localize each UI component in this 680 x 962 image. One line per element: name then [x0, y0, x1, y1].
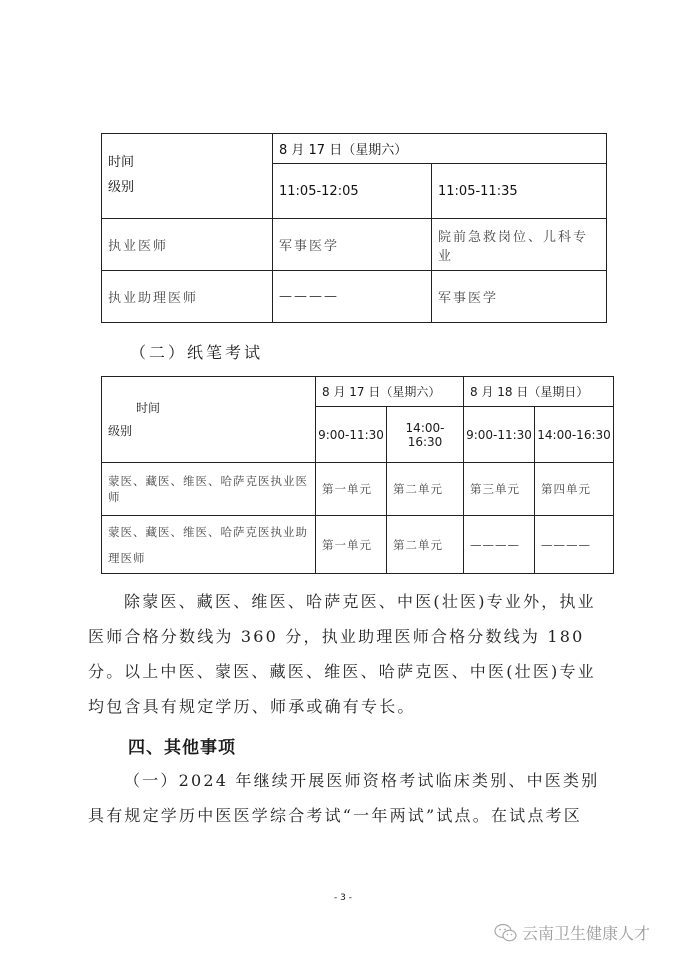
- table-row: [102, 271, 607, 323]
- subject-cell: 军事医学: [432, 271, 607, 323]
- paragraph-pilot-program: （一）2024 年继续开展医师资格考试临床类别、中医类别具有规定学历中医医学综合考试“一年两试”试点。在试点考区: [88, 771, 600, 825]
- unit-cell: ————: [535, 516, 614, 574]
- time-header: 14:00-16:30: [535, 407, 614, 463]
- wechat-watermark: [494, 921, 650, 944]
- watermark-text: 云南卫生健康人才: [522, 924, 651, 943]
- time-header: 11:05-11:35: [432, 164, 607, 219]
- subject-cell: 院前急救岗位、儿科专业: [432, 219, 607, 271]
- subject-cell: 军事医学: [273, 219, 432, 271]
- date-header: 8 月 17 日（星期六）: [316, 377, 464, 407]
- paragraph-passing-scores: 除蒙医、藏医、维医、哈萨克医、中医(壮医)专业外，执业医师合格分数线为 360 分，执业助理医师合格分数线为 180 分。: [88, 592, 596, 681]
- date-header: 8 月 17 日（星期六）: [273, 134, 607, 164]
- table-row: [102, 463, 614, 516]
- table-row: [102, 219, 607, 271]
- table-row: [102, 516, 614, 574]
- corner-time-label: 时间: [108, 155, 135, 171]
- paragraph-specialty-note: 以上中医、蒙医、藏医、维医、哈萨克医、中医(壮医)专业均包含具有规定学历、师承或确有专长。: [88, 662, 596, 716]
- unit-cell: 第四单元: [535, 463, 614, 516]
- level-cell: 执业助理医师: [102, 271, 273, 323]
- section-title-written-exam: （二）纸笔考试: [130, 343, 264, 362]
- corner-level-label: 级别: [108, 180, 135, 195]
- practical-exam-schedule-table: [101, 133, 607, 323]
- level-cell: 执业医师: [102, 219, 273, 271]
- unit-cell: 第一单元: [316, 463, 387, 516]
- time-header: 14:00-16:30: [387, 407, 464, 463]
- time-header: 9:00-11:30: [464, 407, 535, 463]
- time-header: 11:05-12:05: [273, 164, 432, 219]
- unit-cell: 第一单元: [316, 516, 387, 574]
- written-exam-schedule-table: [101, 376, 614, 574]
- section-heading-other-matters: 四、其他事项: [128, 738, 236, 758]
- wechat-icon: [494, 923, 518, 943]
- subject-cell: ————: [273, 271, 432, 323]
- unit-cell: 第三单元: [464, 463, 535, 516]
- table-corner-cell: [102, 377, 316, 463]
- unit-cell: ————: [464, 516, 535, 574]
- page-number: - 3 -: [334, 893, 352, 903]
- date-header: 8 月 18 日（星期日）: [464, 377, 614, 407]
- unit-cell: 第二单元: [387, 516, 464, 574]
- corner-level-label: 级别: [108, 423, 133, 438]
- unit-cell: 第二单元: [387, 463, 464, 516]
- level-cell: 蒙医、藏医、维医、哈萨克医执业医师: [102, 463, 316, 516]
- time-header: 9:00-11:30: [316, 407, 387, 463]
- table-corner-cell: [102, 134, 273, 219]
- level-cell: 蒙医、藏医、维医、哈萨克医执业助理医师: [102, 516, 316, 574]
- corner-time-label: 时间: [136, 400, 161, 415]
